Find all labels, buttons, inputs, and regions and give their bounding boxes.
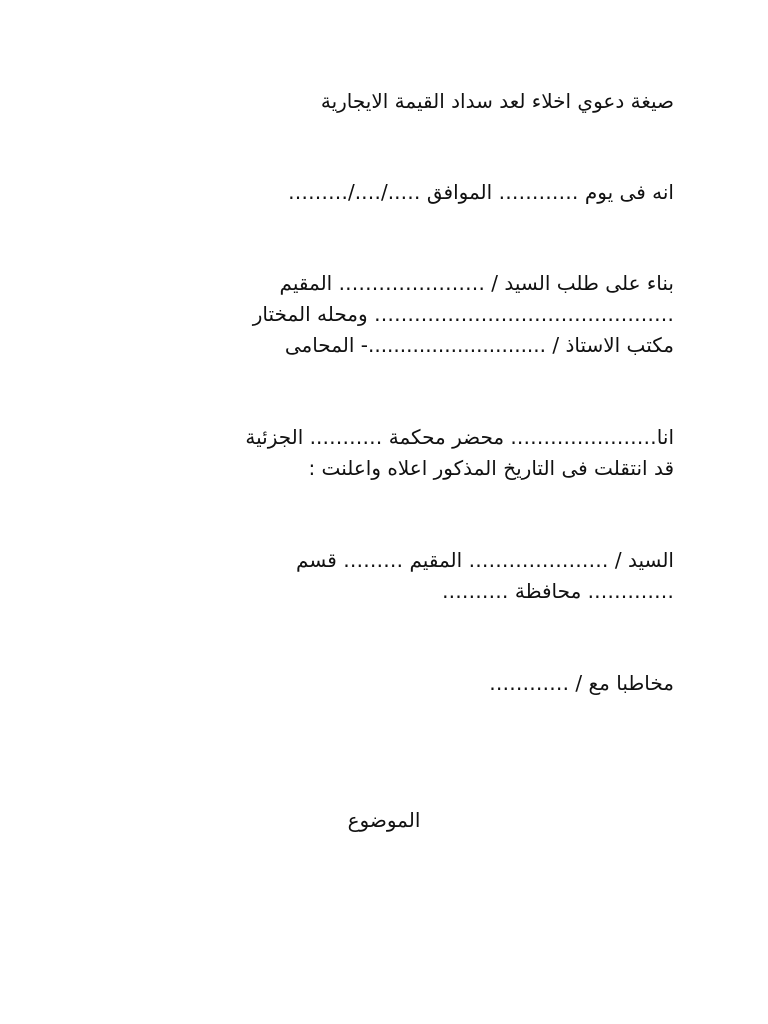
request-paragraph — [94, 268, 674, 361]
request-line-3: مكتب الاستاذ / ............................- المحامى — [284, 333, 674, 357]
document-title — [94, 86, 674, 117]
title-text: صيغة دعوي اخلاء لعد سداد القيمة الايجارية — [320, 89, 674, 113]
request-line-2: ……………………………………… ومحله المختار — [252, 302, 674, 326]
defendant-line-1: السيد / ………………… المقيم ……… قسم — [296, 548, 674, 572]
defendant-paragraph — [94, 545, 674, 607]
addressee-line — [94, 668, 674, 699]
bailiff-paragraph — [94, 422, 674, 484]
bailiff-line-2: قد انتقلت فى التاريخ المذكور اعلاه واعلنت : — [308, 456, 674, 480]
bailiff-line-1: انا…………………. محضر محكمة ……….. الجزئية — [245, 425, 674, 449]
subject-heading — [0, 805, 768, 836]
subject-heading-text: الموضوع — [347, 808, 421, 832]
request-line-1: بناء على طلب السيد / …………………. المقيم — [279, 271, 674, 295]
defendant-line-2: …………. محافظة ………. — [442, 579, 674, 603]
date-line — [94, 177, 674, 208]
addressee-line-text: مخاطبا مع / ………… — [489, 671, 674, 695]
date-line-text: انه فى يوم ………… الموافق …../…./……… — [287, 180, 674, 204]
